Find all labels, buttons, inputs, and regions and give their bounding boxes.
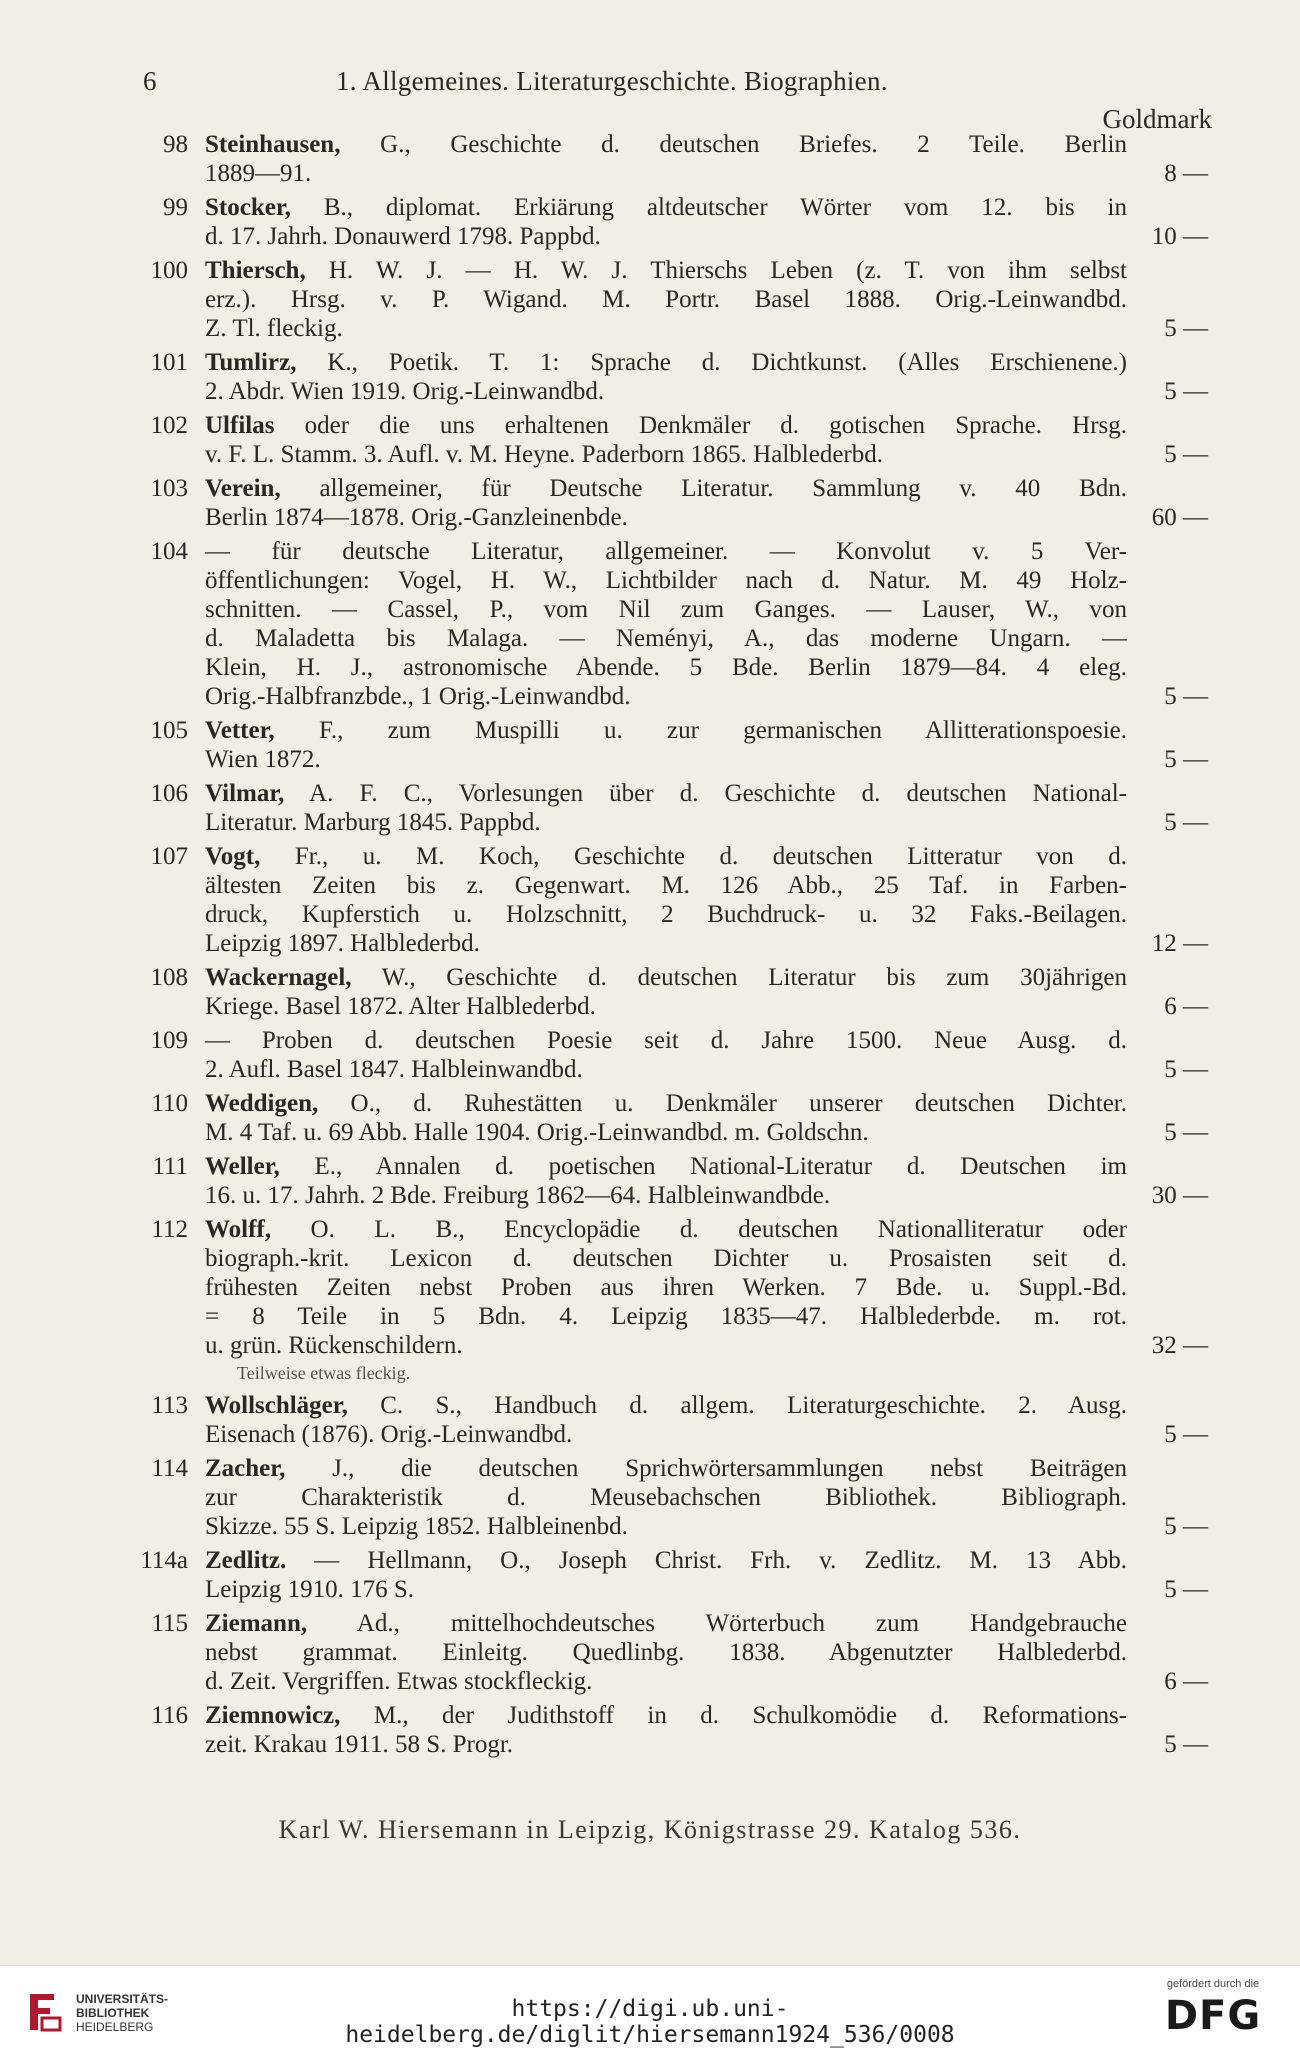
entry-price: 5 — bbox=[1164, 315, 1208, 342]
catalog-entry bbox=[0, 537, 1300, 711]
entry-line: 1889—91. bbox=[205, 160, 312, 187]
entry-line: druck, Kupferstich u. Holzschnitt, 2 Buchdruck- u. 32 Faks.-Beilagen. bbox=[205, 901, 1127, 928]
entry-author: Stocker, bbox=[205, 194, 291, 221]
entry-text: H. W. J. — H. W. J. Thierschs Leben (z. T. von ihm selbst bbox=[305, 257, 1127, 284]
entry-author: Zedlitz. bbox=[205, 1547, 287, 1574]
catalog-entry bbox=[0, 130, 1300, 188]
entry-line bbox=[205, 842, 1127, 871]
entry-line bbox=[205, 963, 1127, 992]
entry-number: 110 bbox=[151, 1090, 188, 1117]
entry-author: Wackernagel, bbox=[205, 964, 352, 991]
ub-heidelberg-logo[interactable] bbox=[24, 1982, 224, 2042]
entry-line bbox=[205, 348, 1127, 377]
entry-author: Thiersch, bbox=[205, 257, 306, 284]
library-name-line1: UNIVERSITÄTS- bbox=[76, 1992, 169, 2006]
catalog-entry bbox=[0, 779, 1300, 837]
entry-line: d. Maladetta bis Malaga. — Neményi, A., das moderne Ungarn. — bbox=[205, 625, 1127, 652]
entry-author: Wollschläger, bbox=[205, 1392, 348, 1419]
entry-text: F., zum Muspilli u. zur germanischen Allitterationspoesie. bbox=[274, 717, 1127, 744]
entry-line: v. F. L. Stamm. 3. Aufl. v. M. Heyne. Paderborn 1865. Halblederbd. bbox=[205, 441, 883, 468]
entry-number: 103 bbox=[150, 475, 188, 502]
entry-line bbox=[205, 1546, 1127, 1575]
entry-text: Fr., u. M. Koch, Geschichte d. deutschen Litteratur von d. bbox=[260, 843, 1127, 870]
entry-author: Vogt, bbox=[205, 843, 261, 870]
entry-author: Wolff, bbox=[205, 1216, 271, 1243]
permalink-url[interactable]: https://digi.ub.uni-heidelberg.de/diglit/hiersemann1924_536/0008 bbox=[345, 1996, 955, 2048]
viewer-bottom-bar bbox=[0, 1965, 1300, 2057]
entry-line: 2. Aufl. Basel 1847. Halbleinwandbd. bbox=[205, 1056, 583, 1083]
dfg-caption: gefördert durch die bbox=[1166, 1978, 1260, 1990]
entry-author: Tumlirz, bbox=[205, 349, 297, 376]
entry-line bbox=[205, 537, 1127, 566]
entry-price: 60 — bbox=[1151, 504, 1208, 531]
entry-text: — Proben d. deutschen Poesie seit d. Jahre 1500. Neue Ausg. d. bbox=[205, 1027, 1127, 1054]
entry-text: O. L. B., Encyclopädie d. deutschen Nationalliteratur oder bbox=[270, 1216, 1127, 1243]
entry-price: 5 — bbox=[1164, 1421, 1208, 1448]
catalog-entry bbox=[0, 1152, 1300, 1210]
catalog-entry bbox=[0, 1215, 1300, 1386]
entry-price: 5 — bbox=[1164, 1056, 1208, 1083]
entry-line: u. grün. Rückenschildern. bbox=[205, 1332, 463, 1359]
entry-author: Steinhausen, bbox=[205, 131, 341, 158]
entry-line: M. 4 Taf. u. 69 Abb. Halle 1904. Orig.-Leinwandbd. m. Goldschn. bbox=[205, 1119, 869, 1146]
entry-price: 8 — bbox=[1164, 160, 1208, 187]
entry-line: d. Zeit. Vergriffen. Etwas stockfleckig. bbox=[205, 1668, 593, 1695]
entry-line bbox=[205, 716, 1127, 745]
catchword: Goldmark bbox=[1102, 104, 1212, 134]
entry-text: G., Geschichte d. deutschen Briefes. 2 Teile. Berlin bbox=[340, 131, 1127, 158]
entry-line bbox=[205, 1391, 1127, 1420]
entry-text: E., Annalen d. poetischen National-Literatur d. Deutschen im bbox=[279, 1153, 1127, 1180]
entry-number: 116 bbox=[151, 1702, 188, 1729]
entry-text: K., Poetik. T. 1: Sprache d. Dichtkunst. (Alles Erschienene.) bbox=[296, 349, 1127, 376]
entry-line: Eisenach (1876). Orig.-Leinwandbd. bbox=[205, 1421, 573, 1448]
catalog-entry bbox=[0, 411, 1300, 469]
entry-number: 107 bbox=[150, 843, 188, 870]
dfg-wordmark: DFG bbox=[1164, 1993, 1262, 2039]
catalog-entry bbox=[0, 1391, 1300, 1449]
entry-author: Verein, bbox=[205, 475, 281, 502]
entry-line: nebst grammat. Einleitg. Quedlinbg. 1838. Abgenutzter Halblederbd. bbox=[205, 1639, 1127, 1666]
entry-line: Skizze. 55 S. Leipzig 1852. Halbleinenbd. bbox=[205, 1513, 628, 1540]
entry-author: Weddigen, bbox=[205, 1090, 319, 1117]
entry-price: 10 — bbox=[1151, 223, 1208, 250]
entry-line: 16. u. 17. Jahrh. 2 Bde. Freiburg 1862—64. Halbleinwandbde. bbox=[205, 1182, 831, 1209]
entry-number: 98 bbox=[163, 131, 188, 158]
entry-number: 111 bbox=[152, 1153, 188, 1180]
entry-number: 109 bbox=[150, 1027, 188, 1054]
entry-price: 5 — bbox=[1164, 683, 1208, 710]
library-name-line3: HEIDELBERG bbox=[76, 2020, 154, 2034]
entry-number: 106 bbox=[150, 780, 188, 807]
entry-line bbox=[205, 1152, 1127, 1181]
catalog-entry bbox=[0, 1546, 1300, 1604]
entry-line: Wien 1872. bbox=[205, 746, 321, 773]
entry-text: W., Geschichte d. deutschen Literatur bis zum 30jährigen bbox=[351, 964, 1127, 991]
entry-line bbox=[205, 1026, 1127, 1055]
entry-text: — für deutsche Literatur, allgemeiner. — Konvolut v. 5 Ver- bbox=[205, 538, 1127, 565]
entry-text: A. F. C., Vorlesungen über d. Geschichte d. deutschen National- bbox=[284, 780, 1127, 807]
entry-number: 114 bbox=[151, 1455, 188, 1482]
entry-author: Zacher, bbox=[205, 1455, 286, 1482]
section-title: 1. Allgemeines. Literaturgeschichte. Biographien. bbox=[336, 66, 888, 96]
entry-price: 5 — bbox=[1164, 1731, 1208, 1758]
catalog-entry bbox=[0, 963, 1300, 1021]
dfg-logo[interactable] bbox=[1148, 1978, 1278, 2050]
entry-text: O., d. Ruhestätten u. Denkmäler unserer deutschen Dichter. bbox=[318, 1090, 1127, 1117]
entry-line bbox=[205, 193, 1127, 222]
entry-text: — Hellmann, O., Joseph Christ. Frh. v. Zedlitz. M. 13 Abb. bbox=[286, 1547, 1127, 1574]
entry-number: 102 bbox=[150, 412, 188, 439]
catalog-entry bbox=[0, 716, 1300, 774]
entry-text: oder die uns erhaltenen Denkmäler d. gotischen Sprache. Hrsg. bbox=[274, 412, 1127, 439]
entry-line: ältesten Zeiten bis z. Gegenwart. M. 126 Abb., 25 Taf. in Farben- bbox=[205, 872, 1127, 899]
entry-line: biograph.-krit. Lexicon d. deutschen Dichter u. Prosaisten seit d. bbox=[205, 1245, 1127, 1272]
entry-line: Klein, H. J., astronomische Abende. 5 Bde. Berlin 1879—84. 4 eleg. bbox=[205, 654, 1127, 681]
entry-author: Weller, bbox=[205, 1153, 280, 1180]
entry-text: M., der Judithstoff in d. Schulkomödie d. Reformations- bbox=[340, 1702, 1127, 1729]
library-seal-icon bbox=[24, 1990, 64, 2034]
catalog-entry bbox=[0, 256, 1300, 343]
entry-price: 5 — bbox=[1164, 809, 1208, 836]
entry-price: 6 — bbox=[1164, 1668, 1208, 1695]
catalog-entries bbox=[0, 130, 1300, 1764]
catalog-entry bbox=[0, 474, 1300, 532]
entry-text: C. S., Handbuch d. allgem. Literaturgeschichte. 2. Ausg. bbox=[347, 1392, 1127, 1419]
entry-number: 105 bbox=[150, 717, 188, 744]
publisher-footer: Karl W. Hiersemann in Leipzig, Königstrasse 29. Katalog 536. bbox=[278, 1815, 1022, 1844]
entry-line bbox=[205, 411, 1127, 440]
entry-author: Ziemann, bbox=[205, 1610, 308, 1637]
catalog-entry bbox=[0, 842, 1300, 958]
entry-price: 5 — bbox=[1164, 746, 1208, 773]
entry-line: Kriege. Basel 1872. Alter Halblederbd. bbox=[205, 993, 596, 1020]
entry-number: 99 bbox=[163, 194, 188, 221]
entry-line bbox=[205, 1215, 1127, 1244]
entry-price: 12 — bbox=[1151, 930, 1208, 957]
entry-price: 32 — bbox=[1151, 1332, 1208, 1359]
running-head bbox=[0, 62, 1300, 134]
entry-line: = 8 Teile in 5 Bdn. 4. Leipzig 1835—47. Halblederbde. m. rot. bbox=[205, 1303, 1127, 1330]
page-number: 6 bbox=[143, 66, 157, 96]
catalog-entry bbox=[0, 1454, 1300, 1541]
entry-author: Ulfilas bbox=[205, 412, 275, 439]
entry-line: 2. Abdr. Wien 1919. Orig.-Leinwandbd. bbox=[205, 378, 605, 405]
entry-price: 5 — bbox=[1164, 1576, 1208, 1603]
entry-price: 5 — bbox=[1164, 378, 1208, 405]
entry-price: 6 — bbox=[1164, 993, 1208, 1020]
catalog-entry bbox=[0, 1609, 1300, 1696]
entry-line: schnitten. — Cassel, P., vom Nil zum Ganges. — Lauser, W., von bbox=[205, 596, 1127, 623]
entry-number: 114a bbox=[140, 1547, 188, 1574]
entry-line bbox=[205, 474, 1127, 503]
entry-line: d. 17. Jahrh. Donauwerd 1798. Pappbd. bbox=[205, 223, 601, 250]
entry-line bbox=[205, 1701, 1127, 1730]
entry-number: 101 bbox=[150, 349, 188, 376]
catalog-entry bbox=[0, 348, 1300, 406]
library-name-line2: BIBLIOTHEK bbox=[76, 2006, 150, 2020]
entry-line bbox=[205, 1454, 1127, 1483]
entry-author: Vetter, bbox=[205, 717, 275, 744]
catalog-entry bbox=[0, 1026, 1300, 1084]
entry-line: öffentlichungen: Vogel, H. W., Lichtbilder nach d. Natur. M. 49 Holz- bbox=[205, 567, 1127, 594]
entry-number: 113 bbox=[151, 1392, 188, 1419]
entry-line bbox=[205, 130, 1127, 159]
entry-line: Leipzig 1910. 176 S. bbox=[205, 1576, 415, 1603]
entry-text: B., diplomat. Erkiärung altdeutscher Wörter vom 12. bis in bbox=[290, 194, 1127, 221]
entry-line: zur Charakteristik d. Meusebachschen Bibliothek. Bibliograph. bbox=[205, 1484, 1127, 1511]
entry-line bbox=[205, 1609, 1127, 1638]
entry-line bbox=[205, 256, 1127, 285]
entry-price: 5 — bbox=[1164, 1119, 1208, 1146]
entry-note: Teilweise etwas fleckig. bbox=[237, 1363, 411, 1383]
catalog-entry bbox=[0, 193, 1300, 251]
entry-number: 108 bbox=[150, 964, 188, 991]
entry-text: allgemeiner, für Deutsche Literatur. Sammlung v. 40 Bdn. bbox=[280, 475, 1127, 502]
entry-number: 115 bbox=[151, 1610, 188, 1637]
entry-number: 112 bbox=[151, 1216, 188, 1243]
entry-line bbox=[205, 779, 1127, 808]
entry-line: Leipzig 1897. Halblederbd. bbox=[205, 930, 480, 957]
entry-line bbox=[205, 1089, 1127, 1118]
entry-number: 100 bbox=[150, 257, 188, 284]
entry-line: erz.). Hrsg. v. P. Wigand. M. Portr. Basel 1888. Orig.-Leinwandbd. bbox=[205, 286, 1127, 313]
entry-author: Ziemnowicz, bbox=[205, 1702, 341, 1729]
catalog-entry bbox=[0, 1089, 1300, 1147]
entry-line: frühesten Zeiten nebst Proben aus ihren Werken. 7 Bde. u. Suppl.-Bd. bbox=[205, 1274, 1127, 1301]
entry-author: Vilmar, bbox=[205, 780, 285, 807]
entry-text: J., die deutschen Sprichwörtersammlungen nebst Beiträgen bbox=[285, 1455, 1127, 1482]
entry-line: zeit. Krakau 1911. 58 S. Progr. bbox=[205, 1731, 514, 1758]
entry-line: Z. Tl. fleckig. bbox=[205, 315, 343, 342]
entry-line: Orig.-Halbfranzbde., 1 Orig.-Leinwandbd. bbox=[205, 683, 631, 710]
catalog-entry bbox=[0, 1701, 1300, 1759]
entry-price: 5 — bbox=[1164, 1513, 1208, 1540]
entry-price: 5 — bbox=[1164, 441, 1208, 468]
entry-line: Berlin 1874—1878. Orig.-Ganzleinenbde. bbox=[205, 504, 628, 531]
entry-number: 104 bbox=[150, 538, 188, 565]
entry-price: 30 — bbox=[1151, 1182, 1208, 1209]
entry-text: Ad., mittelhochdeutsches Wörterbuch zum Handgebrauche bbox=[307, 1610, 1127, 1637]
entry-line: Literatur. Marburg 1845. Pappbd. bbox=[205, 809, 541, 836]
